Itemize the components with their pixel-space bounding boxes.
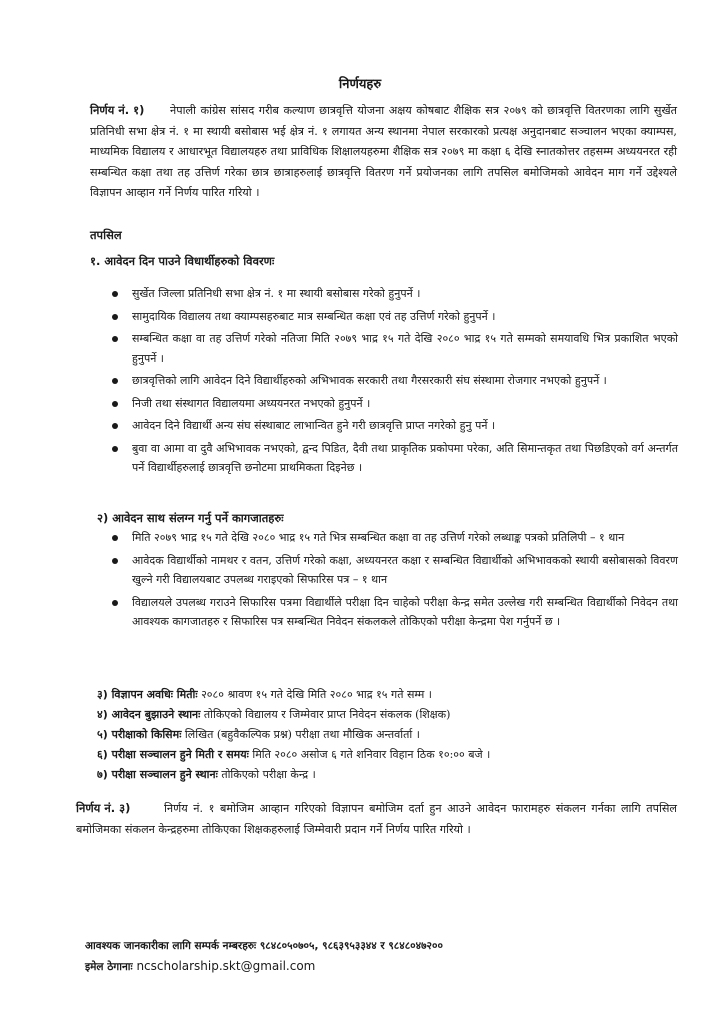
info-value: २०८० श्रावण १५ गते देखि मिति २०८० भाद्र १५ गते सम्म ।	[201, 688, 432, 701]
phone-number[interactable]: ९८४८०४७२००	[388, 940, 443, 952]
section-1-heading: १. आवेदन दिन पाउने विधार्थीहरुको विवरणः	[90, 254, 275, 268]
list-item-text: बुवा वा आमा वा दुवै अभिभावक नभएको, द्वन्द पिडित, दैवी तथा प्राकृतिक प्रकोपमा परेका, अति सिमान्तकृत तथा पिछडिएको वर्ग अन्तर्गत पर्ने विद्यार्थीहरुलाई छात्रवृत्ति छनोटमा प्राथमिकता दिइनेछ ।	[132, 441, 678, 474]
list-item	[108, 284, 678, 304]
list-item-text: निजी तथा संस्थागत विद्यालयमा अध्ययनरत नभएको हुनुपर्ने ।	[132, 396, 371, 410]
info-row-exam-place	[97, 765, 697, 785]
separator: र	[380, 940, 385, 952]
bullet-icon	[112, 291, 118, 297]
list-item-text: छात्रवृत्तिको लागि आवेदन दिने विद्यार्थीहरुको अभिभावक सरकारी तथा गैरसरकारी संघ संस्थामा रोजगार नभएको हुनुपर्ने ।	[132, 374, 607, 387]
bullet-icon	[112, 401, 118, 407]
info-key: ३) विज्ञापन अवधिः मितीः	[97, 688, 198, 701]
list-item	[108, 439, 678, 478]
bullet-icon	[112, 378, 118, 384]
section-1-list	[108, 284, 678, 481]
bullet-icon	[112, 558, 118, 564]
info-value: मिति २०८० असोज ६ गते शनिवार विहान ठिक १०:०० बजे ।	[252, 748, 491, 761]
decision-1	[90, 100, 690, 210]
info-row-submission-place	[97, 705, 697, 725]
list-item-text: सम्बन्धित कक्षा वा तह उत्तिर्ण गरेको नतिजा मिति २०७९ भाद्र १५ गते देखि २०८० भाद्र १५ गते सम्मको समयावधि भित्र प्रकाशित भएको हुनुपर्ने ।	[132, 332, 678, 365]
email-row	[85, 956, 443, 977]
decision-3	[76, 798, 680, 858]
decision-3-body	[76, 798, 677, 840]
list-item-text: आवेदन दिने विद्यार्थी अन्य संघ संस्थाबाट लाभान्वित हुने गरी छात्रवृत्ति प्राप्त नगरेको हुनु पर्ने ।	[132, 419, 496, 432]
info-row-exam-datetime	[97, 745, 697, 765]
phone-number[interactable]: ९८६३९५३३४४	[322, 940, 377, 952]
section-2-heading: २) आवेदन साथ संलग्न गर्नु पर्ने कागजातहरुः	[97, 511, 284, 525]
decision-1-body	[90, 100, 677, 204]
contact-label: आवश्यक जानकारीका लागि सम्पर्क नम्बरहरुः	[85, 940, 257, 952]
decision-1-text: नेपाली कांग्रेस सांसद गरीब कल्याण छात्रवृत्ति योजना अक्षय कोषबाट शैक्षिक सत्र २०७९ को छात्रवृत्ति वितरणका लागि सुर्खेत प्रतिनिधी सभा क्षेत्र नं. १ मा स्थायी बसोबास भई क्षेत्र नं. १ लगायत अन्य स्थानमा नेपाल सरकारको प्रत्यक्ष अनुदानबाट सञ्चालन भएका क्याम्पस, माध्यमिक विद्यालय र आधारभूत विद्यालयहरु तथा प्राविधिक शिक्षालयहरुमा शैक्षिक सत्र २०७९ मा कक्षा ६ देखि स्नातकोत्तर तहसम्म अध्ययनरत रही सम्बन्धित कक्षा तथा तह उत्तिर्ण गरेका छात्र छात्राहरुलाई छात्रवृत्ति वितरण गर्ने प्रयोजनका लागि तपसिल बमोजिमको आवेदन माग गर्ने उद्देश्यले विज्ञापन आव्हान गर्ने निर्णय पारित गरियो ।	[90, 104, 677, 199]
info-value: तोकिएको विद्यालय र जिम्मेवार प्राप्त निवेदन संकलक (शिक्षक)	[203, 708, 451, 721]
list-item	[108, 371, 678, 391]
phone-number[interactable]: ९८४८०५०७०५	[259, 940, 315, 952]
list-item	[108, 551, 678, 590]
info-row-exam-type	[97, 725, 697, 745]
list-item	[108, 329, 678, 368]
info-rows	[97, 685, 697, 785]
section-2-list	[108, 528, 678, 635]
list-item	[108, 528, 678, 548]
separator: ,	[314, 940, 319, 952]
list-item	[108, 416, 678, 436]
info-key: ६) परीक्षा सञ्चालन हुने मिती र समयः	[97, 748, 249, 761]
contact-footer	[85, 936, 443, 977]
email-link[interactable]: ncscholarship.skt@gmail.com	[136, 959, 316, 973]
info-value: तोकिएको परीक्षा केन्द्र ।	[221, 768, 316, 781]
list-item-text: मिति २०७९ भाद्र १५ गते देखि २०८० भाद्र १५ गते भित्र सम्बन्धित कक्षा वा तह उत्तिर्ण गरेको लब्धाङ्क पत्रको प्रतिलिपी – १ थान	[132, 531, 625, 544]
list-item	[108, 593, 678, 632]
info-key: ४) आवेदन बुझाउने स्थानः	[97, 708, 201, 721]
list-item	[108, 307, 678, 327]
bullet-icon	[112, 314, 118, 320]
tapasil-heading: तपसिल	[90, 228, 122, 242]
list-item-text: सुर्खेत जिल्ला प्रतिनिधी सभा क्षेत्र नं. १ मा स्थायी बसोबास गरेको हुनुपर्ने ।	[132, 287, 421, 300]
decision-3-text: निर्णय नं. १ बमोजिम आव्हान गरिएको विज्ञापन बमोजिम दर्ता हुन आउने आवेदन फारामहरु संकलन गर्नका लागि तपसिल बमोजिमका संकलन केन्द्रहरुमा तोकिएका शिक्षकहरुलाई जिम्मेवारी प्रदान गर्ने निर्णय पारित गरियो ।	[76, 802, 677, 836]
info-row-ad-period	[97, 685, 697, 705]
decision-1-label: निर्णय नं. १)	[90, 103, 145, 117]
bullet-icon	[112, 423, 118, 429]
email-label: इमेल ठेगानाः	[85, 961, 133, 973]
list-item-text: विद्यालयले उपलब्ध गराउने सिफारिस पत्रमा विद्यार्थीले परीक्षा दिन चाहेको परीक्षा केन्द्र समेत उल्लेख गरी सम्बन्धित विद्यार्थीको निवेदन तथा आवश्यक कागजातहरु र सिफारिस पत्र सम्बन्धित निवेदन संकलकले तोकिएको परीक्षा केन्द्रमा पेश गर्नुपर्ने छ ।	[132, 595, 678, 628]
bullet-icon	[112, 446, 118, 452]
bullet-icon	[112, 336, 118, 342]
list-item-text: सामुदायिक विद्यालय तथा क्याम्पसहरुबाट मात्र सम्बन्धित कक्षा एवं तह उत्तिर्ण गरेको हुनुपर्ने ।	[132, 309, 496, 323]
contact-row	[85, 936, 443, 956]
info-value: लिखित (बहुवैकल्पिक प्रश्न) परीक्षा तथा मौखिक अन्तर्वार्ता ।	[184, 728, 420, 741]
decision-3-label: निर्णय नं. ३)	[76, 801, 131, 815]
list-item-text: आवेदक विद्यार्थीको नामथर र वतन, उत्तिर्ण गरेको कक्षा, अध्ययनरत कक्षा र सम्बन्धित विद्यार्थीको अभिभावकको स्थायी बसोबासको विवरण खुल्ने गरी विद्यालयबाट उपलब्ध गराइएको सिफारिस पत्र – १ थान	[132, 553, 678, 586]
bullet-icon	[112, 600, 118, 606]
list-item	[108, 394, 678, 414]
document-title: निर्णयहरु	[338, 77, 382, 92]
info-key: ७) परीक्षा सञ्चालन हुने स्थानः	[97, 768, 218, 781]
bullet-icon	[112, 535, 118, 541]
info-key: ५) परीक्षाको किसिमः	[97, 728, 182, 741]
